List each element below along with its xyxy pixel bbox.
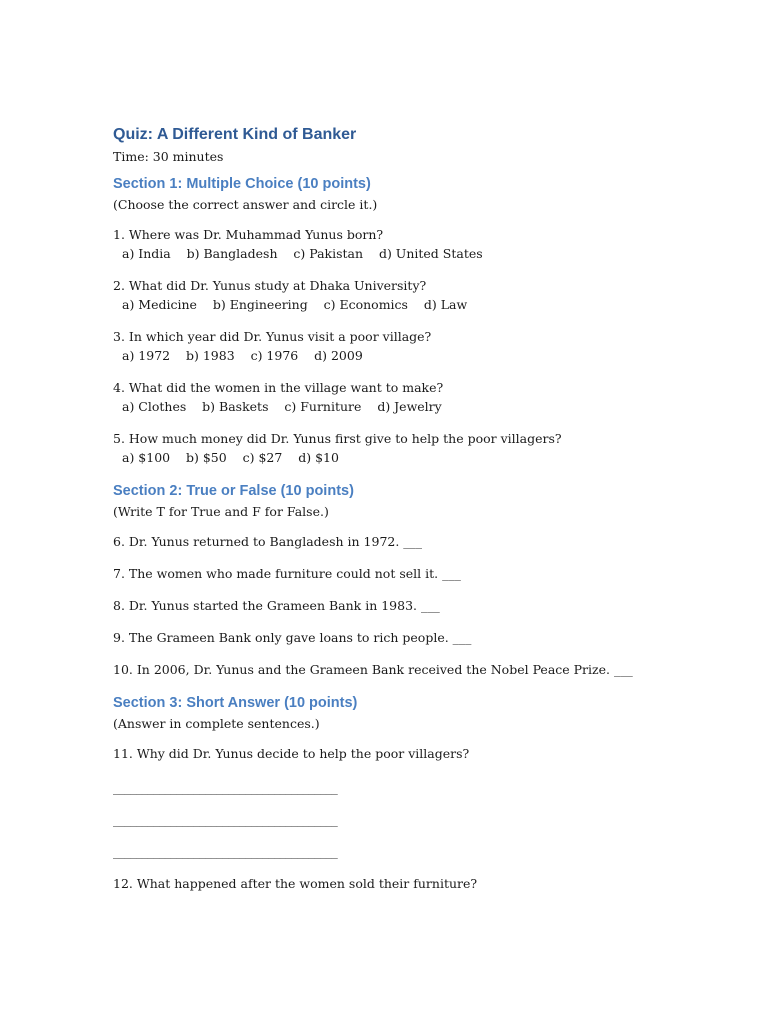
short-answer-question-12: 12. What happened after the women sold their furniture? [113,876,478,891]
true-false-item-10: 10. In 2006, Dr. Yunus and the Grameen Bank received the Nobel Peace Prize. ___ [113,662,633,677]
quiz-time: Time: 30 minutes [113,149,224,164]
question-4 [113,379,713,416]
question-text: 5. How much money did Dr. Yunus first give to help the poor villagers? [113,431,562,446]
question-text: 3. In which year did Dr. Yunus visit a poor village? [113,329,432,344]
section-2-instruction: (Write T for True and F for False.) [113,504,329,519]
true-false-item-6: 6. Dr. Yunus returned to Bangladesh in 1972. ___ [113,534,423,549]
question-options: a) Clothes b) Baskets c) Furniture d) Jewelry [122,399,442,414]
question-2 [113,277,713,314]
question-3 [113,328,713,365]
question-text: 2. What did Dr. Yunus study at Dhaka University? [113,278,427,293]
section-true-false [113,481,713,679]
true-false-item-9: 9. The Grameen Bank only gave loans to rich people. ___ [113,630,472,645]
question-options: a) $100 b) $50 c) $27 d) $10 [122,450,339,465]
section-1-heading: Section 1: Multiple Choice (10 points) [113,176,371,192]
short-answer-question-11: 11. Why did Dr. Yunus decide to help the poor villagers? [113,746,470,761]
question-5 [113,430,713,467]
section-3-instruction: (Answer in complete sentences.) [113,716,320,731]
section-3-heading: Section 3: Short Answer (10 points) [113,695,358,711]
answer-line: _______________________________________ [113,844,338,859]
answer-line: _______________________________________ [113,812,338,827]
answer-line: _______________________________________ [113,780,338,795]
question-options: a) India b) Bangladesh c) Pakistan d) United States [122,246,483,261]
quiz-content [113,124,713,909]
true-false-item-7: 7. The women who made furniture could not sell it. ___ [113,566,461,581]
true-false-item-8: 8. Dr. Yunus started the Grameen Bank in 1983. ___ [113,598,440,613]
section-multiple-choice [113,174,713,467]
section-1-instruction: (Choose the correct answer and circle it.) [113,197,378,212]
question-options: a) 1972 b) 1983 c) 1976 d) 2009 [122,348,363,363]
question-text: 1. Where was Dr. Muhammad Yunus born? [113,227,384,242]
section-2-heading: Section 2: True or False (10 points) [113,483,354,499]
question-1 [113,226,713,263]
question-options: a) Medicine b) Engineering c) Economics d) Law [122,297,468,312]
section-short-answer [113,693,713,893]
question-text: 4. What did the women in the village want to make? [113,380,444,395]
quiz-title: Quiz: A Different Kind of Banker [113,126,357,143]
